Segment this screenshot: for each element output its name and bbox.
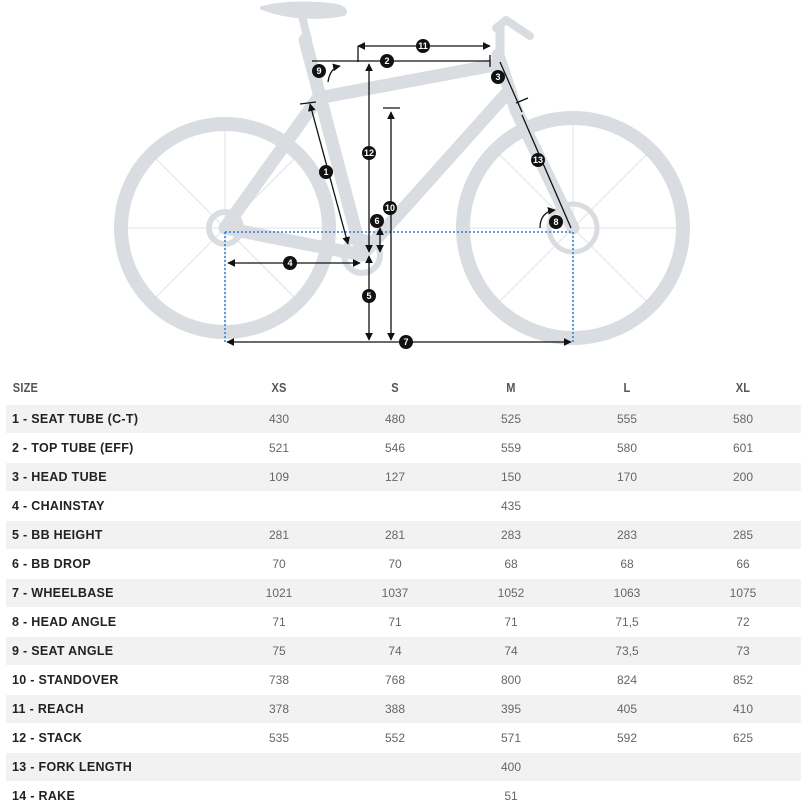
row-label: 11 - REACH: [6, 695, 221, 724]
row-value: 738: [221, 666, 337, 695]
row-value: 521: [221, 434, 337, 463]
row-value: 480: [337, 405, 453, 434]
table-row: [6, 637, 801, 666]
row-value: 1037: [337, 579, 453, 608]
svg-text:2: 2: [384, 56, 389, 66]
marker-9: [312, 64, 326, 78]
dimension-lines: [227, 46, 571, 342]
svg-text:11: 11: [418, 41, 428, 51]
marker-11: [416, 39, 430, 53]
row-value: 68: [453, 550, 569, 579]
row-label: 14 - RAKE: [6, 782, 221, 810]
row-value: [569, 492, 685, 521]
marker-3: [491, 70, 505, 84]
row-value: 109: [221, 463, 337, 492]
svg-text:9: 9: [316, 66, 321, 76]
row-value: 559: [453, 434, 569, 463]
header-m: M: [462, 370, 561, 405]
row-value: 400: [453, 753, 569, 782]
row-value: 283: [453, 521, 569, 550]
table-header-row: [6, 370, 801, 405]
row-value: 66: [685, 550, 801, 579]
svg-text:3: 3: [495, 72, 500, 82]
row-value: 71,5: [569, 608, 685, 637]
row-label: 4 - CHAINSTAY: [6, 492, 221, 521]
row-value: 68: [569, 550, 685, 579]
row-value: 200: [685, 463, 801, 492]
row-value: 555: [569, 405, 685, 434]
row-value: 285: [685, 521, 801, 550]
marker-5: [362, 289, 376, 303]
table-row: [6, 666, 801, 695]
table-row: [6, 782, 801, 810]
marker-6: [370, 214, 384, 228]
header-l: L: [578, 370, 677, 405]
row-value: 1052: [453, 579, 569, 608]
row-value: 430: [221, 405, 337, 434]
row-value: 435: [453, 492, 569, 521]
row-value: 592: [569, 724, 685, 753]
row-value: 405: [569, 695, 685, 724]
saddle: [262, 4, 345, 17]
row-value: 74: [337, 637, 453, 666]
svg-text:7: 7: [403, 337, 408, 347]
table-row: [6, 579, 801, 608]
row-value: 552: [337, 724, 453, 753]
row-value: [221, 753, 337, 782]
svg-text:6: 6: [374, 216, 379, 226]
row-value: 281: [221, 521, 337, 550]
row-value: 824: [569, 666, 685, 695]
header-xs: XS: [230, 370, 329, 405]
row-value: 71: [453, 608, 569, 637]
row-label: 2 - TOP TUBE (EFF): [6, 434, 221, 463]
row-label: 6 - BB DROP: [6, 550, 221, 579]
row-value: 70: [337, 550, 453, 579]
marker-12: [362, 146, 376, 160]
marker-13: [531, 153, 545, 167]
table-row: [6, 434, 801, 463]
table-row: [6, 608, 801, 637]
svg-text:10: 10: [385, 203, 395, 213]
row-value: 281: [337, 521, 453, 550]
row-value: 1063: [569, 579, 685, 608]
top-tube: [318, 64, 500, 98]
row-value: 546: [337, 434, 453, 463]
row-value: [221, 492, 337, 521]
row-value: 388: [337, 695, 453, 724]
row-value: [337, 753, 453, 782]
row-value: 1021: [221, 579, 337, 608]
svg-text:13: 13: [533, 155, 543, 165]
row-value: [569, 782, 685, 810]
row-label: 5 - BB HEIGHT: [6, 521, 221, 550]
row-value: 535: [221, 724, 337, 753]
marker-2: [380, 54, 394, 68]
row-value: 410: [685, 695, 801, 724]
row-value: [337, 492, 453, 521]
table-row: [6, 724, 801, 753]
row-value: 1075: [685, 579, 801, 608]
row-value: 71: [337, 608, 453, 637]
header-xl: XL: [694, 370, 793, 405]
row-value: 580: [685, 405, 801, 434]
row-value: 73: [685, 637, 801, 666]
svg-text:8: 8: [553, 217, 558, 227]
table-row: [6, 405, 801, 434]
row-label: 9 - SEAT ANGLE: [6, 637, 221, 666]
row-value: 525: [453, 405, 569, 434]
row-value: 580: [569, 434, 685, 463]
row-value: [221, 782, 337, 810]
bike-silhouette: [121, 4, 683, 339]
geometry-table: [6, 370, 801, 810]
row-value: 283: [569, 521, 685, 550]
row-value: 625: [685, 724, 801, 753]
row-value: 571: [453, 724, 569, 753]
header-size: SIZE: [6, 370, 189, 405]
row-value: 70: [221, 550, 337, 579]
table-row: [6, 521, 801, 550]
down-tube: [362, 92, 508, 255]
row-value: 601: [685, 434, 801, 463]
row-value: [685, 492, 801, 521]
row-label: 10 - STANDOVER: [6, 666, 221, 695]
row-value: 71: [221, 608, 337, 637]
row-value: 127: [337, 463, 453, 492]
row-label: 12 - STACK: [6, 724, 221, 753]
row-value: 852: [685, 666, 801, 695]
row-value: 75: [221, 637, 337, 666]
row-value: [685, 782, 801, 810]
row-value: 395: [453, 695, 569, 724]
table-row: [6, 550, 801, 579]
svg-text:1: 1: [323, 167, 328, 177]
row-value: [685, 753, 801, 782]
row-label: 13 - FORK LENGTH: [6, 753, 221, 782]
row-value: 150: [453, 463, 569, 492]
row-value: 73,5: [569, 637, 685, 666]
table-row: [6, 753, 801, 782]
row-value: 378: [221, 695, 337, 724]
dim-seat-angle-arc: [328, 66, 340, 82]
row-value: 51: [453, 782, 569, 810]
table-row: [6, 695, 801, 724]
table-row: [6, 492, 801, 521]
row-value: [569, 753, 685, 782]
header-s: S: [346, 370, 445, 405]
row-label: 8 - HEAD ANGLE: [6, 608, 221, 637]
marker-10: [383, 201, 397, 215]
row-value: [337, 782, 453, 810]
svg-text:12: 12: [364, 148, 374, 158]
row-value: 768: [337, 666, 453, 695]
row-value: 170: [569, 463, 685, 492]
marker-8: [549, 215, 563, 229]
row-value: 800: [453, 666, 569, 695]
row-label: 1 - SEAT TUBE (C-T): [6, 405, 221, 434]
svg-text:5: 5: [366, 291, 371, 301]
row-value: 72: [685, 608, 801, 637]
svg-text:4: 4: [287, 258, 292, 268]
marker-4: [283, 256, 297, 270]
marker-7: [399, 335, 413, 349]
row-value: 74: [453, 637, 569, 666]
row-label: 7 - WHEELBASE: [6, 579, 221, 608]
row-label: 3 - HEAD TUBE: [6, 463, 221, 492]
bike-geometry-diagram: [0, 0, 807, 362]
dim-fork-length: [522, 115, 571, 228]
marker-1: [319, 165, 333, 179]
table-row: [6, 463, 801, 492]
